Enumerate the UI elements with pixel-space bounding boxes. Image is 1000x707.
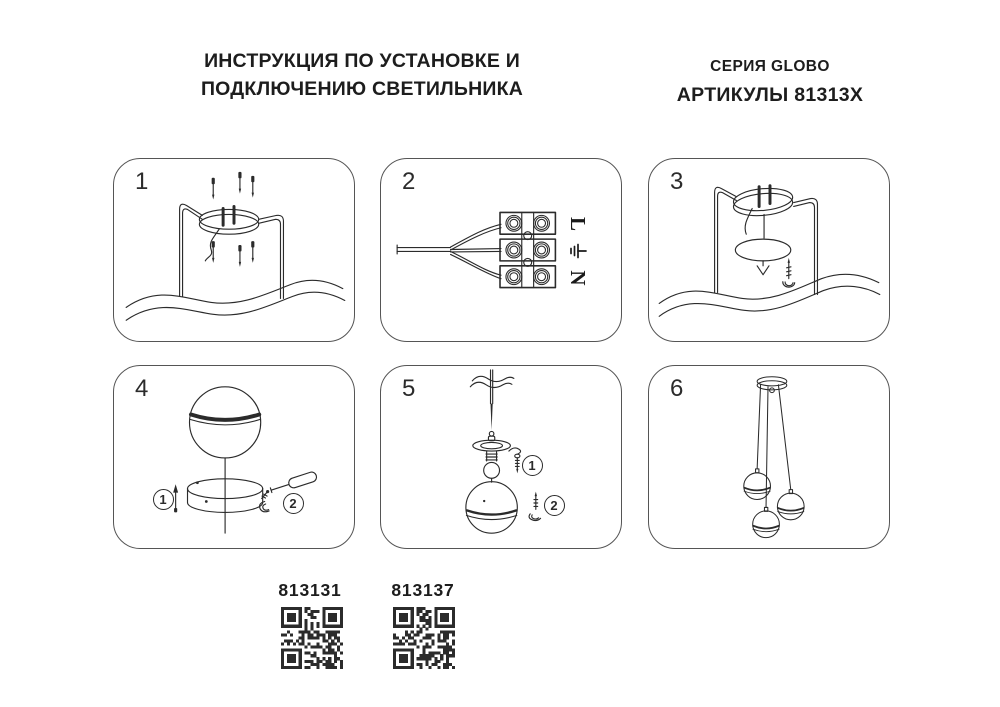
step-number: 5 bbox=[402, 375, 416, 402]
page-title-line1: ИНСТРУКЦИЯ ПО УСТАНОВКЕ И bbox=[204, 50, 520, 72]
articles-label: АРТИКУЛЫ 81313X bbox=[676, 84, 864, 106]
step-panel-3 bbox=[648, 158, 890, 342]
step-panel-5 bbox=[380, 365, 622, 549]
qr-code bbox=[281, 607, 343, 669]
line-terminal-label: L bbox=[566, 216, 590, 231]
step-marker-2: 2 bbox=[283, 493, 304, 514]
neutral-terminal-label: N bbox=[566, 270, 590, 286]
step-marker-1: 1 bbox=[522, 455, 543, 476]
step-panel-6 bbox=[648, 365, 890, 549]
qr-code bbox=[393, 607, 455, 669]
qr-label-813131: 813131 bbox=[278, 580, 342, 600]
step-number: 2 bbox=[402, 168, 416, 195]
earth-ground-icon bbox=[568, 242, 588, 260]
step-panel-4 bbox=[113, 365, 355, 549]
qr-label-813137: 813137 bbox=[391, 580, 455, 600]
step-marker-1: 1 bbox=[153, 489, 174, 510]
step-number: 6 bbox=[670, 375, 684, 402]
step-panel-2 bbox=[380, 158, 622, 342]
step-panel-1 bbox=[113, 158, 355, 342]
step-number: 1 bbox=[135, 168, 149, 195]
page-title-line2: ПОДКЛЮЧЕНИЮ СВЕТИЛЬНИКА bbox=[200, 78, 524, 100]
step-1-illustration bbox=[114, 159, 354, 341]
page-title bbox=[132, 47, 592, 103]
step-6-illustration bbox=[649, 366, 889, 548]
step-number: 3 bbox=[670, 168, 684, 195]
step-5-illustration bbox=[381, 366, 621, 548]
series-label: СЕРИЯ GLOBO bbox=[710, 58, 830, 75]
step-3-illustration bbox=[649, 159, 889, 341]
step-4-illustration bbox=[114, 366, 354, 548]
step-marker-2: 2 bbox=[544, 495, 565, 516]
step-number: 4 bbox=[135, 375, 149, 402]
